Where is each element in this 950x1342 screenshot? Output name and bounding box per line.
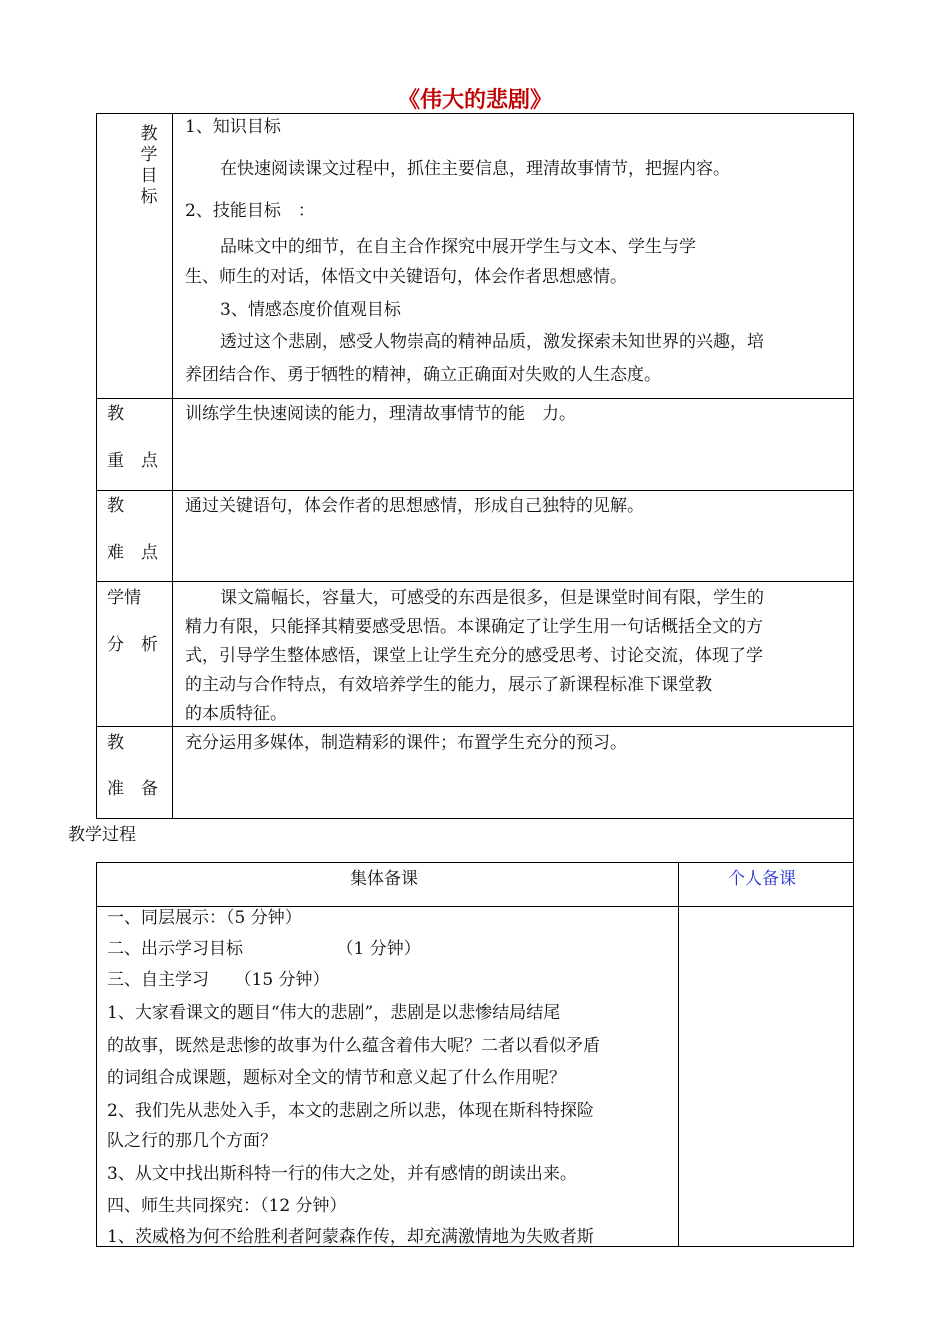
emotion-heading: 3、情感态度价值观目标 [220,300,401,320]
table-left-border-lower [96,862,97,1247]
key-label-2: 重 点 [107,451,158,471]
personal-prep-header: 个人备课 [728,869,796,889]
process-label: 教学过程 [68,825,136,845]
collective-prep-header: 集体备课 [350,869,418,889]
row-divider [96,581,854,582]
process-line: 的故事，既然是悲惨的故事为什么蕴含着伟大呢？二者以看似矛盾 [107,1036,600,1056]
table-left-border [96,113,97,819]
skill-text-2: 生、师生的对话，体悟文中关键语句，体会作者思想感情。 [185,267,627,287]
process-line: 2、我们先从悲处入手，本文的悲剧之所以悲，体现在斯科特探险 [107,1101,594,1121]
table-top-border [96,113,854,114]
personal-column-divider [678,862,679,1247]
emotion-text-2: 养团结合作、勇于牺牲的精神，确立正确面对失败的人生态度。 [185,365,661,385]
document-title: 《伟大的悲剧》 [397,88,552,113]
knowledge-text: 在快速阅读课文过程中，抓住主要信息，理清故事情节，把握内容。 [220,159,730,179]
process-line: 四、师生共同探究：（12 分钟） [107,1196,347,1216]
row-divider [96,398,854,399]
analysis-label-1: 学情 [107,588,141,608]
process-line: 二、出示学习目标 （1 分钟） [107,939,421,959]
process-line: 的词组合成课题，题标对全文的情节和意义起了什么作用呢？ [107,1068,566,1088]
key-label-1: 教 [107,404,124,424]
objectives-label: 教学目标 [140,124,158,207]
analysis-label-2: 分 析 [107,635,158,655]
process-line: 3、从文中找出斯科特一行的伟大之处，并有感情的朗读出来。 [107,1164,577,1184]
skill-text-1: 品味文中的细节，在自主合作探究中展开学生与文本、学生与学 [220,237,696,257]
difficulty-label-2: 难 点 [107,543,158,563]
key-text: 训练学生快速阅读的能力，理清故事情节的能 力。 [185,404,576,424]
row-divider [96,490,854,491]
prep-label-1: 教 [107,733,124,753]
process-line: 队之行的那几个方面？ [107,1131,277,1151]
analysis-text-4: 的主动与合作特点，有效培养学生的能力，展示了新课程标准下课堂教 [185,675,712,695]
emotion-text-1: 透过这个悲剧，感受人物崇高的精神品质，激发探索未知世界的兴趣，培 [220,332,764,352]
process-line: 三、自主学习 （15 分钟） [107,970,330,990]
skill-heading: 2、技能目标 ： [185,201,315,221]
row-divider [96,726,854,727]
table-right-border [853,113,854,1247]
process-line: 1、大家看课文的题目“伟大的悲剧”，悲剧是以悲惨结局结尾 [107,1003,561,1023]
analysis-text-3: 式，引导学生整体感悟，课堂上让学生充分的感受思考、讨论交流，体现了学 [185,646,763,666]
difficulty-label-1: 教 [107,496,124,516]
label-column-divider [172,113,173,819]
row-divider [96,818,854,819]
knowledge-heading: 1、知识目标 [185,117,281,137]
prep-label-2: 准 备 [107,779,158,799]
process-line: 1、茨威格为何不给胜利者阿蒙森作传，却充满激情地为失败者斯 [107,1227,594,1247]
analysis-text-1: 课文篇幅长，容量大，可感受的东西是很多，但是课堂时间有限，学生的 [220,588,764,608]
analysis-text-2: 精力有限，只能择其精要感受思悟。本课确定了让学生用一句话概括全文的方 [185,617,763,637]
process-line: 一、同层展示：（5 分钟） [107,908,302,928]
row-divider [96,862,854,863]
prep-text: 充分运用多媒体，制造精彩的课件；布置学生充分的预习。 [185,733,627,753]
analysis-text-5: 的本质特征。 [185,704,287,724]
difficulty-text: 通过关键语句，体会作者的思想感情，形成自己独特的见解。 [185,496,644,516]
